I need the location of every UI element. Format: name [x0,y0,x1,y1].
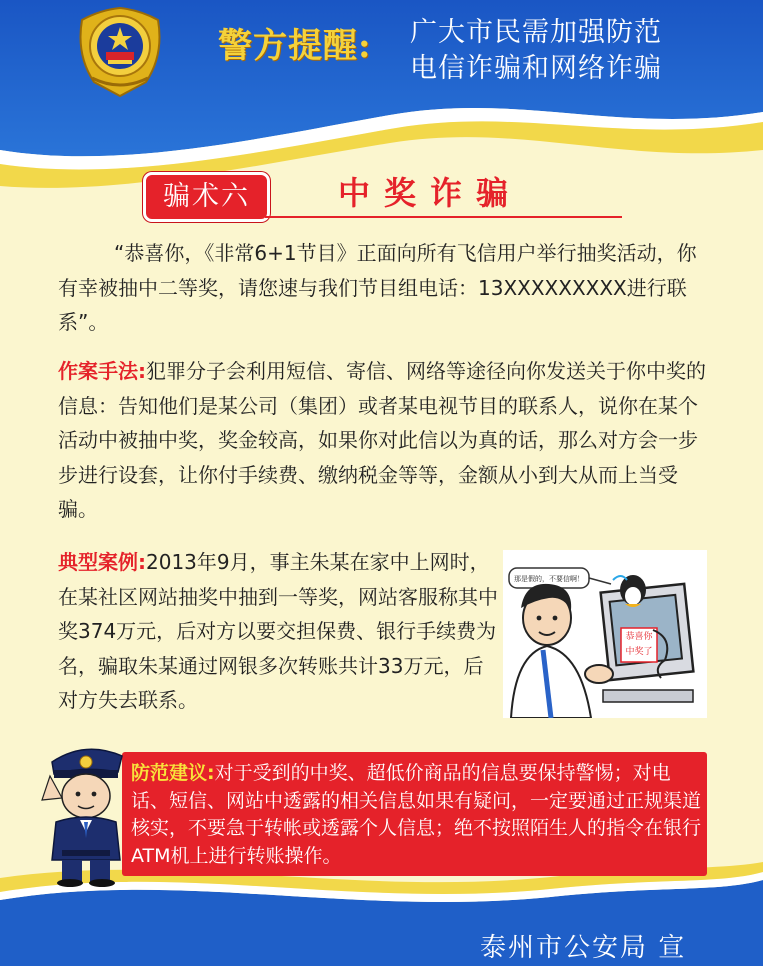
header-line-2: 电信诈骗和网络诈骗 [410,53,662,84]
police-emblem-icon [70,0,170,100]
title-divider [265,216,622,218]
case-text: 2013年9月，事主朱某在家中上网时，在某社区网站抽奖中抽到一等奖，网站客服称其中奖374万元，后对方以要交担保费、银行手续费为名，骗取朱某通过网银多次转账共计33万元，后对方失去联系。 [58,550,498,712]
advice-text: 对于受到的中奖、超低价商品的信息要保持警惕；对电话、短信、网站中透露的相关信息如果有疑问，一定要通过正规渠道核实，不要急于转帐或透露个人信息；绝不按照陌生人的指令在银行ATM机上进行转账操作。 [131,762,702,867]
section-title: 中奖诈骗 [338,174,523,212]
intro-paragraph [58,236,710,340]
case-label: 典型案例: [58,550,146,574]
svg-text:那是假的，不要信啊！: 那是假的，不要信啊！ [514,575,584,583]
intro-text: “恭喜你，《非常6+1节目》正面向所有飞信用户举行抽奖活动，你有幸被抽中二等奖，请您速与我们节目组电话：13XXXXXXXXX进行联系”。 [58,241,697,334]
footer-issuer: 泰州市公安局 宣 [480,933,687,963]
police-officer-icon [40,742,130,887]
svg-text:中奖了: 中奖了 [625,647,653,657]
method-paragraph [58,354,710,527]
case-paragraph [58,545,498,718]
advice-paragraph [131,760,701,870]
advice-label: 防范建议: [131,762,215,784]
section-tag: 骗术六 [143,172,270,222]
scam-cartoon-illustration [503,550,707,718]
svg-text:恭喜你: 恭喜你 [625,632,653,642]
header-brand: 警方提醒: [218,26,372,66]
header-line-1: 广大市民需加强防范 [410,17,662,48]
method-text: 犯罪分子会利用短信、寄信、网络等途径向你发送关于你中奖的信息：告知他们是某公司（集团）或者某电视节目的联系人，说你在某个活动中被抽中奖，奖金较高，如果你对此信以为真的话，那么对方会一步步进行设套，让你付手续费、缴纳税金等等，金额从小到大从而上当受骗。 [58,359,706,521]
method-label: 作案手法: [58,359,146,383]
